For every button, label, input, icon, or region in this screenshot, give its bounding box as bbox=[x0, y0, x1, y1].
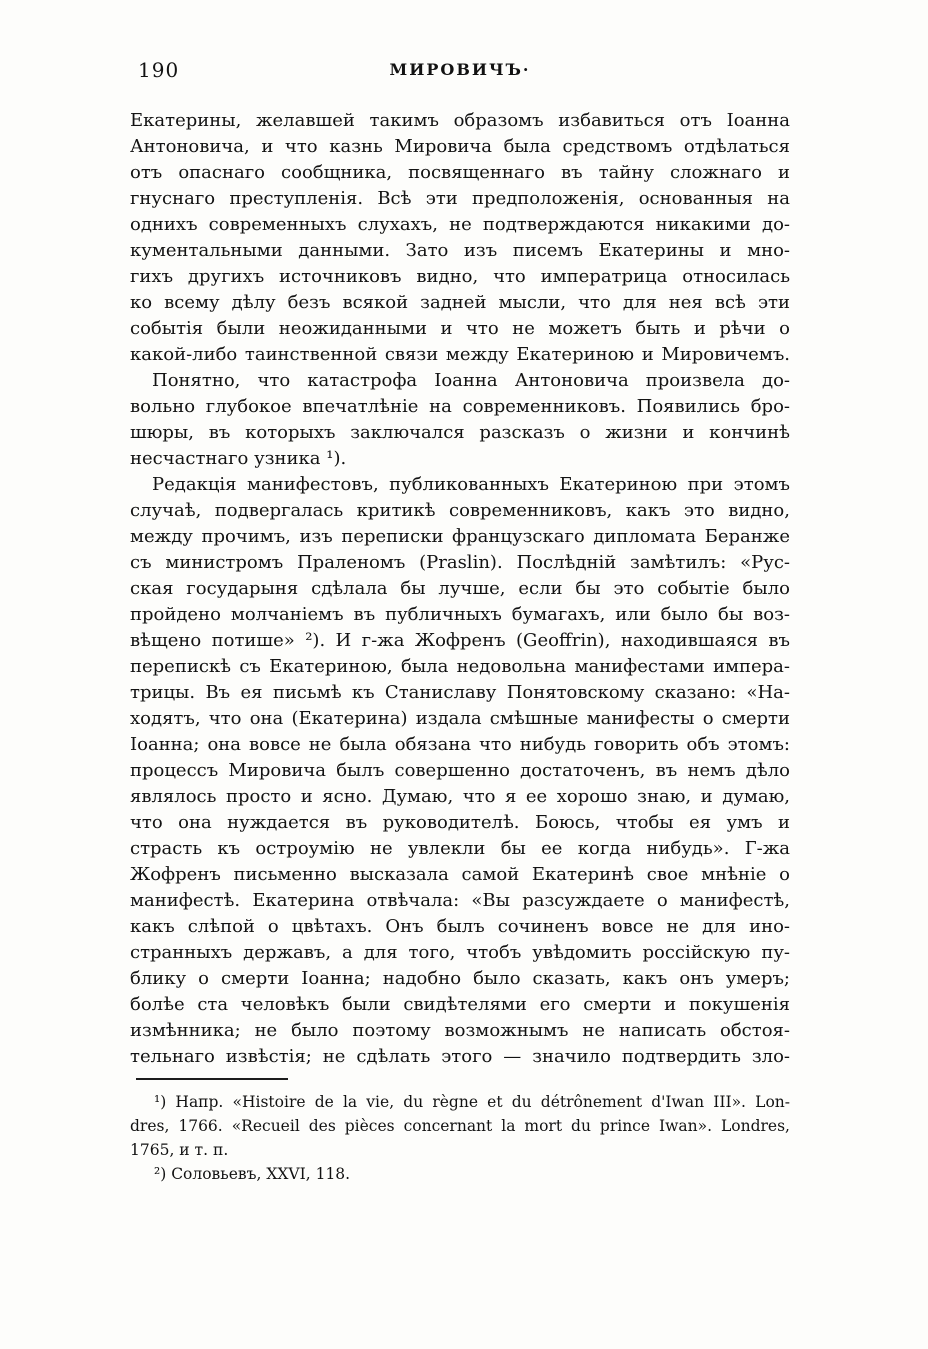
body-line: Жофренъ письменно высказала самой Екатеринѣ свое мнѣніе о bbox=[130, 864, 790, 885]
body-line: процессъ Мировича былъ совершенно достаточенъ, въ немъ дѣло bbox=[130, 760, 790, 781]
body-line: случаѣ, подвергалась критикѣ современниковъ, какъ это видно, bbox=[130, 500, 790, 521]
body-line: Понятно, что катастрофа Іоанна Антоновича произвела до- bbox=[152, 370, 790, 391]
footnote-divider bbox=[136, 1078, 288, 1080]
body-line: что она нуждается въ руководителѣ. Боюсь, чтобы ея умъ и bbox=[130, 812, 790, 833]
body-line: Редакція манифестовъ, публикованныхъ Екатериною при этомъ bbox=[152, 474, 790, 495]
body-line: шюры, въ которыхъ заключался разсказъ о жизни и кончинѣ bbox=[130, 422, 790, 443]
body-line: страсть къ остроумію не увлекли бы ее когда нибудь». Г-жа bbox=[130, 838, 790, 859]
body-line: отъ опаснаго сообщника, посвященнаго въ тайну сложнаго и bbox=[130, 162, 790, 183]
body-line: странныхъ державъ, а для того, чтобъ увѣдомить россійскую пу- bbox=[130, 942, 790, 963]
body-line: ская государыня сдѣлала бы лучше, если бы это событіе было bbox=[130, 578, 790, 599]
body-line: перепискѣ съ Екатериною, была недовольна манифестами импера- bbox=[130, 656, 790, 677]
body-line: трицы. Въ ея письмѣ къ Станиславу Понятовскому сказано: «На- bbox=[130, 682, 790, 703]
body-line: вѣщено потише» ²). И г-жа Жофренъ (Geoffrin), находившаяся въ bbox=[130, 630, 790, 651]
body-line: Антоновича, и что казнь Мировича была средствомъ отдѣлаться bbox=[130, 136, 790, 157]
body-line: вольно глубокое впечатлѣніе на современниковъ. Появились бро- bbox=[130, 396, 790, 417]
body-line: болѣе ста человѣкъ были свидѣтелями его смерти и покушенія bbox=[130, 994, 790, 1015]
footnote-line: ¹) Напр. «Histoire de la vie, du règne et du détrônement d'Iwan III». Lon- bbox=[154, 1093, 790, 1111]
footnotes bbox=[130, 1090, 790, 1186]
body-line: кументальными данными. Зато изъ писемъ Екатерины и мно- bbox=[130, 240, 790, 261]
body-line: гихъ другихъ источниковъ видно, что императрица относилась bbox=[130, 266, 790, 287]
body-line: событія были неожиданными и что не можетъ быть и рѣчи о bbox=[130, 318, 790, 339]
page-header-row bbox=[130, 56, 790, 84]
body-line: тельнаго извѣстія; не сдѣлать этого — значило подтвердить зло- bbox=[130, 1046, 790, 1067]
body-line: ходятъ, что она (Екатерина) издала смѣшные манифесты о смерти bbox=[130, 708, 790, 729]
body-line: ко всему дѣлу безъ всякой задней мысли, что для нея всѣ эти bbox=[130, 292, 790, 313]
body-line: гнуснаго преступленія. Всѣ эти предположенія, основанныя на bbox=[130, 188, 790, 209]
text-block bbox=[130, 56, 790, 1186]
body-line: какой-либо таинственной связи между Екатериною и Мировичемъ. bbox=[130, 344, 790, 365]
body-line: несчастнаго узника ¹). bbox=[130, 448, 347, 469]
page-number: 190 bbox=[138, 58, 180, 82]
footnote-line: ²) Соловьевъ, XXVI, 118. bbox=[154, 1165, 351, 1183]
body-line: Іоанна; она вовсе не была обязана что нибудь говорить объ этомъ: bbox=[130, 734, 790, 755]
body-line: манифестѣ. Екатерина отвѣчала: «Вы разсуждаете о манифестѣ, bbox=[130, 890, 790, 911]
body-line: измѣнника; не было поэтому возможнымъ не написать обстоя- bbox=[130, 1020, 790, 1041]
body-line: пройдено молчаніемъ въ публичныхъ бумагахъ, или было бы воз- bbox=[130, 604, 790, 625]
body-line: съ министромъ Праленомъ (Praslin). Послѣдній замѣтилъ: «Рус- bbox=[130, 552, 790, 573]
body-text bbox=[130, 108, 790, 1070]
body-line: Екатерины, желавшей такимъ образомъ избавиться отъ Іоанна bbox=[130, 110, 790, 131]
running-header: МИРОВИЧЪ· bbox=[389, 60, 531, 79]
body-line: между прочимъ, изъ переписки французскаго дипломата Беранже bbox=[130, 526, 790, 547]
footnote-line: dres, 1766. «Recueil des pièces concernant la mort du prince Iwan». Londres, bbox=[130, 1117, 790, 1135]
body-line: однихъ современныхъ слухахъ, не подтверждаются никакими до- bbox=[130, 214, 790, 235]
body-line: являлось просто и ясно. Думаю, что я ее хорошо знаю, и думаю, bbox=[130, 786, 790, 807]
footnote-line: 1765, и т. п. bbox=[130, 1141, 229, 1159]
body-line: какъ слѣпой о цвѣтахъ. Онъ былъ сочиненъ вовсе не для ино- bbox=[130, 916, 790, 937]
body-line: блику о смерти Іоанна; надобно было сказать, какъ онъ умеръ; bbox=[130, 968, 790, 989]
